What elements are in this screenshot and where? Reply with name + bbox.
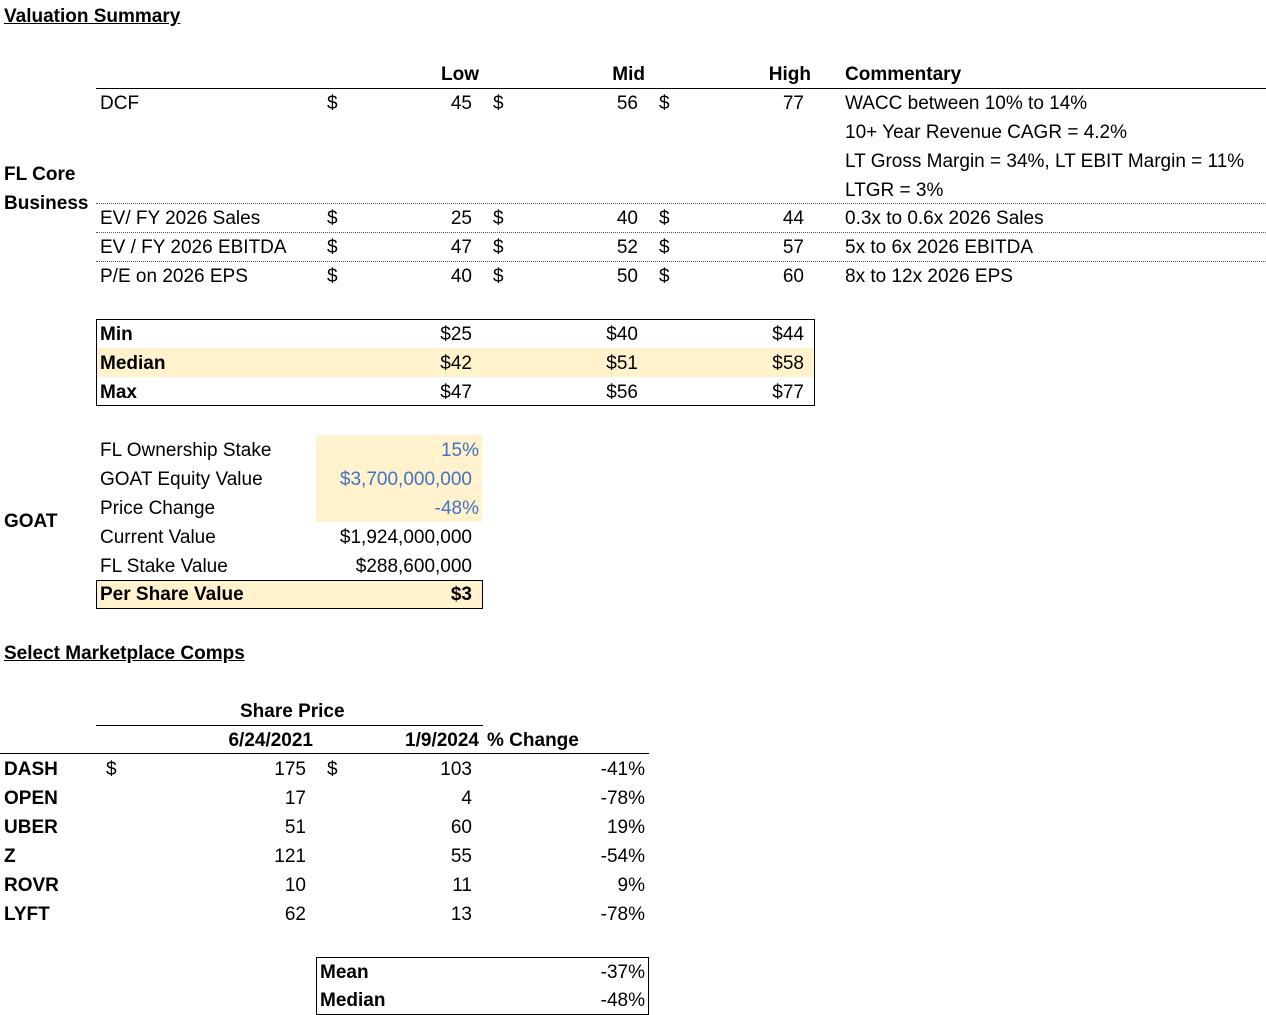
goat-row-value: $1,924,000,000 — [339, 527, 472, 548]
currency-symbol: $ — [659, 93, 670, 114]
summary-low: $42 — [440, 353, 472, 374]
comp-change: -41% — [600, 759, 645, 780]
high-value: 44 — [782, 208, 804, 229]
comp-change: 19% — [606, 817, 645, 838]
comp-price-2: 4 — [461, 788, 472, 809]
summary-high: $44 — [772, 324, 804, 345]
goat-label: GOAT — [4, 511, 58, 532]
low-value: 47 — [450, 237, 472, 258]
comp-price-1: 51 — [284, 817, 306, 838]
summary-mid: $56 — [606, 382, 638, 403]
currency-symbol: $ — [659, 208, 670, 229]
stat-value: -37% — [600, 962, 645, 983]
summary-low: $25 — [440, 324, 472, 345]
commentary-line: 10+ Year Revenue CAGR = 4.2% — [845, 122, 1128, 143]
comp-price-2: 13 — [450, 904, 472, 925]
comp-ticker: ROVR — [4, 875, 59, 896]
change-header: % Change — [487, 730, 579, 751]
row-divider — [96, 261, 1266, 262]
commentary-line: 5x to 6x 2026 EBITDA — [845, 237, 1033, 258]
goat-row-value: 15% — [440, 440, 479, 461]
low-value: 25 — [450, 208, 472, 229]
currency-symbol: $ — [327, 93, 338, 114]
goat-row-label: Current Value — [100, 527, 216, 548]
comp-price-1: 17 — [284, 788, 306, 809]
stat-label: Mean — [320, 962, 369, 983]
per-share-value: $3 — [450, 584, 472, 605]
summary-mid: $51 — [606, 353, 638, 374]
summary-label: Max — [100, 382, 137, 403]
comps-header-rule — [0, 753, 649, 754]
comp-change: -54% — [600, 846, 645, 867]
comp-price-2: 103 — [440, 759, 472, 780]
currency-symbol: $ — [493, 208, 504, 229]
comp-price-1: 175 — [274, 759, 306, 780]
stat-value: -48% — [600, 990, 645, 1011]
currency-symbol: $ — [659, 237, 670, 258]
header-high: High — [768, 64, 811, 85]
row-name: EV / FY 2026 EBITDA — [100, 237, 287, 258]
row-name: P/E on 2026 EPS — [100, 266, 248, 287]
goat-row-value: $288,600,000 — [355, 556, 472, 577]
commentary-line: LTGR = 3% — [845, 180, 944, 201]
comp-ticker: UBER — [4, 817, 58, 838]
comp-price-1: 10 — [284, 875, 306, 896]
segment-label: FL Core Business — [4, 164, 89, 214]
mid-value: 56 — [616, 93, 638, 114]
mid-value: 52 — [616, 237, 638, 258]
low-value: 40 — [450, 266, 472, 287]
stat-label: Median — [320, 990, 386, 1011]
comps-title: Select Marketplace Comps — [4, 643, 245, 664]
goat-row-label: FL Ownership Stake — [100, 440, 272, 461]
header-rule — [96, 88, 1266, 89]
valuation-title: Valuation Summary — [4, 6, 181, 27]
comp-ticker: OPEN — [4, 788, 58, 809]
commentary-line: LT Gross Margin = 34%, LT EBIT Margin = 11% — [845, 151, 1245, 172]
comp-price-1: 121 — [274, 846, 306, 867]
comp-price-2: 11 — [452, 875, 472, 896]
currency-symbol: $ — [327, 208, 338, 229]
currency-symbol: $ — [327, 759, 338, 780]
comp-ticker: DASH — [4, 759, 58, 780]
comp-ticker: Z — [4, 846, 16, 867]
header-commentary: Commentary — [845, 64, 962, 85]
mid-value: 50 — [616, 266, 638, 287]
goat-row-label: Price Change — [100, 498, 216, 519]
currency-symbol: $ — [493, 237, 504, 258]
comp-price-2: 55 — [450, 846, 472, 867]
summary-label: Min — [100, 324, 133, 345]
currency-symbol: $ — [493, 93, 504, 114]
summary-high: $58 — [772, 353, 804, 374]
per-share-label: Per Share Value — [100, 584, 244, 605]
comp-price-2: 60 — [450, 817, 472, 838]
high-value: 77 — [782, 93, 804, 114]
comp-change: -78% — [600, 788, 645, 809]
commentary-line: 8x to 12x 2026 EPS — [845, 266, 1013, 287]
goat-row-value: $3,700,000,000 — [339, 469, 472, 490]
comp-change: 9% — [617, 875, 645, 896]
currency-symbol: $ — [327, 266, 338, 287]
currency-symbol: $ — [493, 266, 504, 287]
high-value: 60 — [782, 266, 804, 287]
comp-change: -78% — [600, 904, 645, 925]
currency-symbol: $ — [327, 237, 338, 258]
row-name: DCF — [100, 93, 140, 114]
summary-mid: $40 — [606, 324, 638, 345]
comp-price-1: 62 — [284, 904, 306, 925]
share-price-header: Share Price — [240, 701, 345, 722]
low-value: 45 — [450, 93, 472, 114]
date2-header: 1/9/2024 — [405, 730, 479, 751]
header-mid: Mid — [612, 64, 645, 85]
summary-label: Median — [100, 353, 166, 374]
row-name: EV/ FY 2026 Sales — [100, 208, 261, 229]
currency-symbol: $ — [659, 266, 670, 287]
goat-row-label: GOAT Equity Value — [100, 469, 263, 490]
goat-row-label: FL Stake Value — [100, 556, 228, 577]
commentary-line: WACC between 10% to 14% — [845, 93, 1088, 114]
summary-low: $47 — [440, 382, 472, 403]
goat-row-value: -48% — [434, 498, 479, 519]
high-value: 57 — [782, 237, 804, 258]
mid-value: 40 — [616, 208, 638, 229]
summary-high: $77 — [772, 382, 804, 403]
date1-header: 6/24/2021 — [228, 730, 313, 751]
comp-ticker: LYFT — [4, 904, 50, 925]
commentary-line: 0.3x to 0.6x 2026 Sales — [845, 208, 1044, 229]
header-low: Low — [441, 64, 479, 85]
currency-symbol: $ — [106, 759, 117, 780]
row-divider — [96, 203, 1266, 204]
